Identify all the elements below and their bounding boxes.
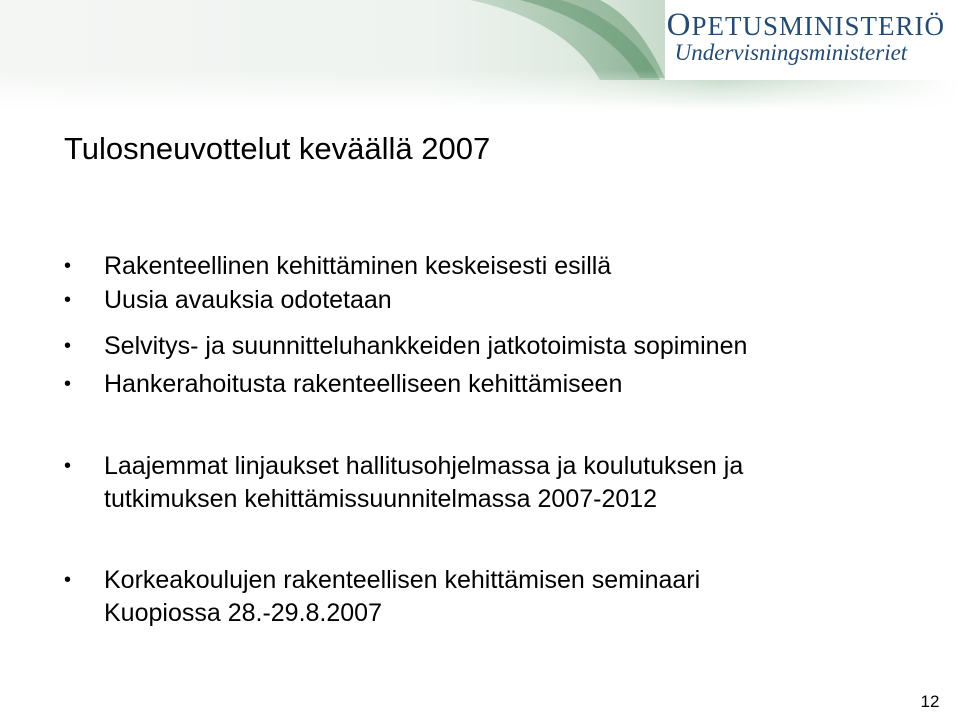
bullet-text: Korkeakoulujen rakenteellisen kehittämisen seminaari Kuopiossa 28.-29.8.2007 — [104, 566, 701, 627]
slide-title: Tulosneuvottelut keväällä 2007 — [64, 131, 491, 166]
logo-finnish-name: OPETUSMINISTERIÖ — [666, 7, 945, 43]
bullet-text: Uusia avauksia odotetaan — [104, 286, 392, 314]
logo-swedish-name: Undervisningsministeriet — [674, 40, 908, 65]
bullet-dot-icon: • — [64, 455, 72, 477]
bullet-text: Selvitys- ja suunnitteluhankkeiden jatkotoimista sopiminen — [104, 332, 748, 360]
bullet-dot-icon: • — [64, 335, 72, 357]
bullet-dot-icon: • — [64, 255, 72, 277]
bullet-text: Laajemmat linjaukset hallitusohjelmassa ja koulutuksen ja tutkimuksen kehittämissuunnitelmassa 2007-2012 — [104, 452, 744, 513]
bullet-dot-icon: • — [64, 569, 72, 591]
bullet-dot-icon: • — [64, 373, 72, 395]
ministry-logo — [666, 7, 945, 65]
page-number: 12 — [920, 692, 940, 711]
bullet-dot-icon: • — [64, 289, 72, 311]
bullet-text: Rakenteellinen kehittäminen keskeisesti esillä — [104, 252, 612, 280]
bullet-text: Hankerahoitusta rakenteelliseen kehittämiseen — [104, 370, 623, 398]
